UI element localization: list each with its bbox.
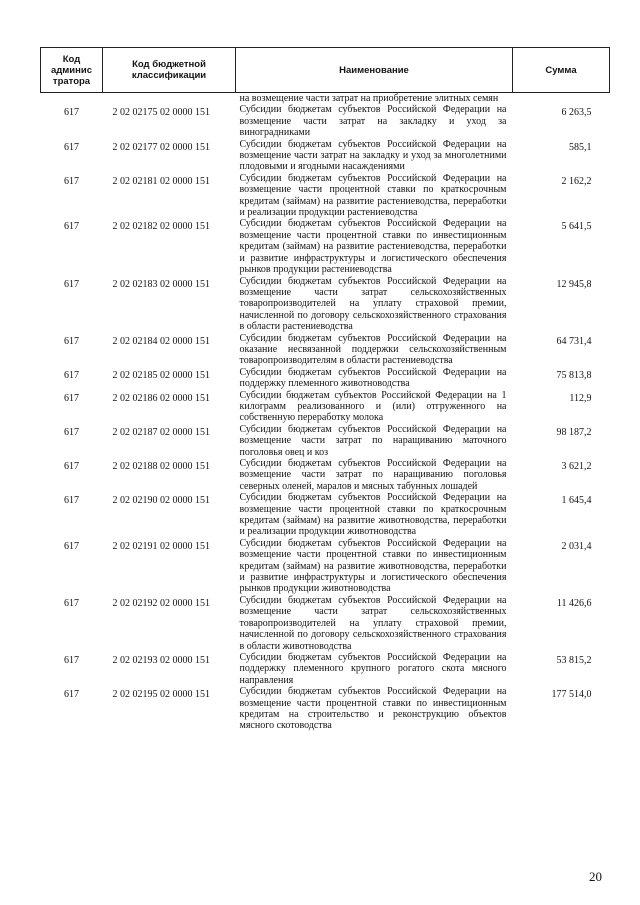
budget-code: 2 02 02188 02 0000 151: [112, 461, 210, 472]
row-name: Субсидии бюджетам субъектов Российской Федерации на возмещение части процентной ставки по инвестиционным кредитам (займам) на развитие животноводства, переработки и развитие инфраструктуры и логистического обеспечения рынков продукции животноводства: [239, 537, 507, 595]
header-sum: Сумма: [513, 48, 610, 93]
table-row: [41, 390, 610, 424]
budget-code: 2 02 02192 02 0000 151: [112, 597, 210, 609]
table-row: [41, 652, 610, 686]
budget-code: 2 02 02191 02 0000 151: [112, 540, 210, 552]
row-sum: 64 731,4: [556, 335, 592, 347]
admin-code: 617: [64, 221, 79, 233]
admin-code: 617: [64, 369, 79, 381]
header-admin: Код админис тратора: [41, 48, 103, 93]
row-sum: 3 621,2: [561, 461, 592, 472]
table-row: [41, 139, 610, 173]
budget-code: 2 02 02183 02 0000 151: [112, 278, 210, 290]
row-sum: 585,1: [569, 141, 592, 153]
budget-code: 2 02 02195 02 0000 151: [112, 689, 210, 701]
continuation-row: [41, 93, 610, 105]
budget-code: 2 02 02190 02 0000 151: [112, 495, 210, 507]
row-sum: 112,9: [569, 392, 592, 404]
row-sum: 1 645,4: [561, 495, 592, 507]
row-name: Субсидии бюджетам субъектов Российской Федерации на поддержку племенного крупного рогатого скота мясного направления: [239, 651, 507, 686]
row-name: Субсидии бюджетам субъектов Российской Федерации на возмещение части затрат сельскохозяйственных товаропроизводителей на уплату страховой премии, начисленной по договору сельскохозяйственного страхования в области животноводства: [239, 594, 507, 652]
admin-code: 617: [64, 426, 79, 438]
row-name: Субсидии бюджетам субъектов Российской Федерации на возмещение части процентной ставки по инвестиционным кредитам на строительство и реконструкцию объектов мясного скотоводства: [239, 686, 507, 732]
table-row: [41, 686, 610, 732]
row-sum: 2 162,2: [561, 175, 592, 187]
admin-code: 617: [64, 461, 79, 472]
row-sum: 11 426,6: [556, 597, 592, 609]
admin-code: 617: [64, 597, 79, 609]
row-name: Субсидии бюджетам субъектов Российской Федерации на возмещение части затрат по наращиванию маточного поголовья овец и коз: [239, 423, 507, 458]
row-name: Субсидии бюджетам субъектов Российской Федерации на поддержку племенного животноводства: [239, 366, 507, 390]
budget-code: 2 02 02186 02 0000 151: [112, 392, 210, 404]
budget-code: 2 02 02187 02 0000 151: [112, 426, 210, 438]
admin-code: 617: [64, 654, 79, 666]
row-name: Субсидии бюджетам субъектов Российской Федерации на возмещение части процентной ставки по краткосрочным кредитам (займам) на развитие животноводства, переработки и реализации продукции животноводства: [239, 492, 507, 538]
row-name: Субсидии бюджетам субъектов Российской Федерации на оказание несвязанной поддержки сельскохозяйственным товаропроизводителям в области растениеводства: [239, 332, 507, 367]
row-name: Субсидии бюджетам субъектов Российской Федерации на 1 килограмм реализованного и (или) отгруженного на собственную переработку молока: [239, 389, 507, 424]
budget-code: 2 02 02185 02 0000 151: [112, 369, 210, 381]
table-row: [41, 218, 610, 275]
row-name: Субсидии бюджетам субъектов Российской Федерации на возмещение части затрат сельскохозяйственных товаропроизводителей на уплату страховой премии, начисленной по договору сельскохозяйственного страхования в области растениеводства: [239, 275, 507, 333]
admin-code: 617: [64, 107, 79, 119]
budget-code: 2 02 02184 02 0000 151: [112, 335, 210, 347]
row-name: Субсидии бюджетам субъектов Российской Федерации на возмещение части затрат по наращиванию поголовья северных оленей, маралов и мясных табунных лошадей: [239, 458, 507, 492]
budget-code: 2 02 02177 02 0000 151: [112, 141, 210, 153]
admin-code: 617: [64, 175, 79, 187]
page-number: 20: [589, 869, 602, 884]
admin-code: 617: [64, 392, 79, 404]
budget-code: 2 02 02175 02 0000 151: [112, 107, 210, 119]
row-name: Субсидии бюджетам субъектов Российской Федерации на возмещение части затрат на закладку и уход за многолетними плодовыми и ягодными насаждениями: [239, 138, 507, 173]
table-row: [41, 424, 610, 458]
budget-table: [40, 47, 610, 732]
row-sum: 6 263,5: [561, 107, 592, 119]
continuation-text: на возмещение части затрат на приобретение элитных семян: [239, 93, 499, 104]
row-name: Субсидии бюджетам субъектов Российской Федерации на возмещение части процентной ставки по краткосрочным кредитам (займам) на развитие растениеводства, переработки и реализации продукции растениеводства: [239, 172, 507, 219]
budget-code: 2 02 02193 02 0000 151: [112, 654, 210, 666]
row-sum: 53 815,2: [556, 654, 592, 666]
budget-code: 2 02 02181 02 0000 151: [112, 175, 210, 187]
header-name: Наименование: [236, 48, 513, 93]
table-row: [41, 173, 610, 219]
admin-code: 617: [64, 278, 79, 290]
table-row: [41, 492, 610, 538]
budget-code: 2 02 02182 02 0000 151: [112, 221, 210, 233]
table-row: [41, 367, 610, 390]
row-sum: 12 945,8: [556, 278, 592, 290]
row-sum: 98 187,2: [556, 426, 592, 438]
admin-code: 617: [64, 335, 79, 347]
table-header: [41, 48, 610, 93]
row-sum: 75 813,8: [556, 369, 592, 381]
row-name: Субсидии бюджетам субъектов Российской Федерации на возмещение части процентной ставки по инвестиционным кредитам (займам) на развитие растениеводства, переработки и развитие инфраструктуры и логистического обеспечения рынков продукции растениеводства: [239, 218, 507, 276]
admin-code: 617: [64, 141, 79, 153]
row-name: Субсидии бюджетам субъектов Российской Федерации на возмещение части затрат на закладку и уход за виноградниками: [239, 104, 507, 139]
admin-code: 617: [64, 495, 79, 507]
table-row: [41, 333, 610, 367]
table-row: [41, 458, 610, 492]
row-sum: 5 641,5: [561, 221, 592, 233]
admin-code: 617: [64, 689, 79, 701]
row-sum: 2 031,4: [561, 540, 592, 552]
table-row: [41, 276, 610, 333]
header-code: Код бюджетной классификации: [103, 48, 236, 93]
row-sum: 177 514,0: [551, 689, 592, 701]
admin-code: 617: [64, 540, 79, 552]
table-row: [41, 538, 610, 595]
table-row: [41, 104, 610, 138]
table-row: [41, 595, 610, 652]
